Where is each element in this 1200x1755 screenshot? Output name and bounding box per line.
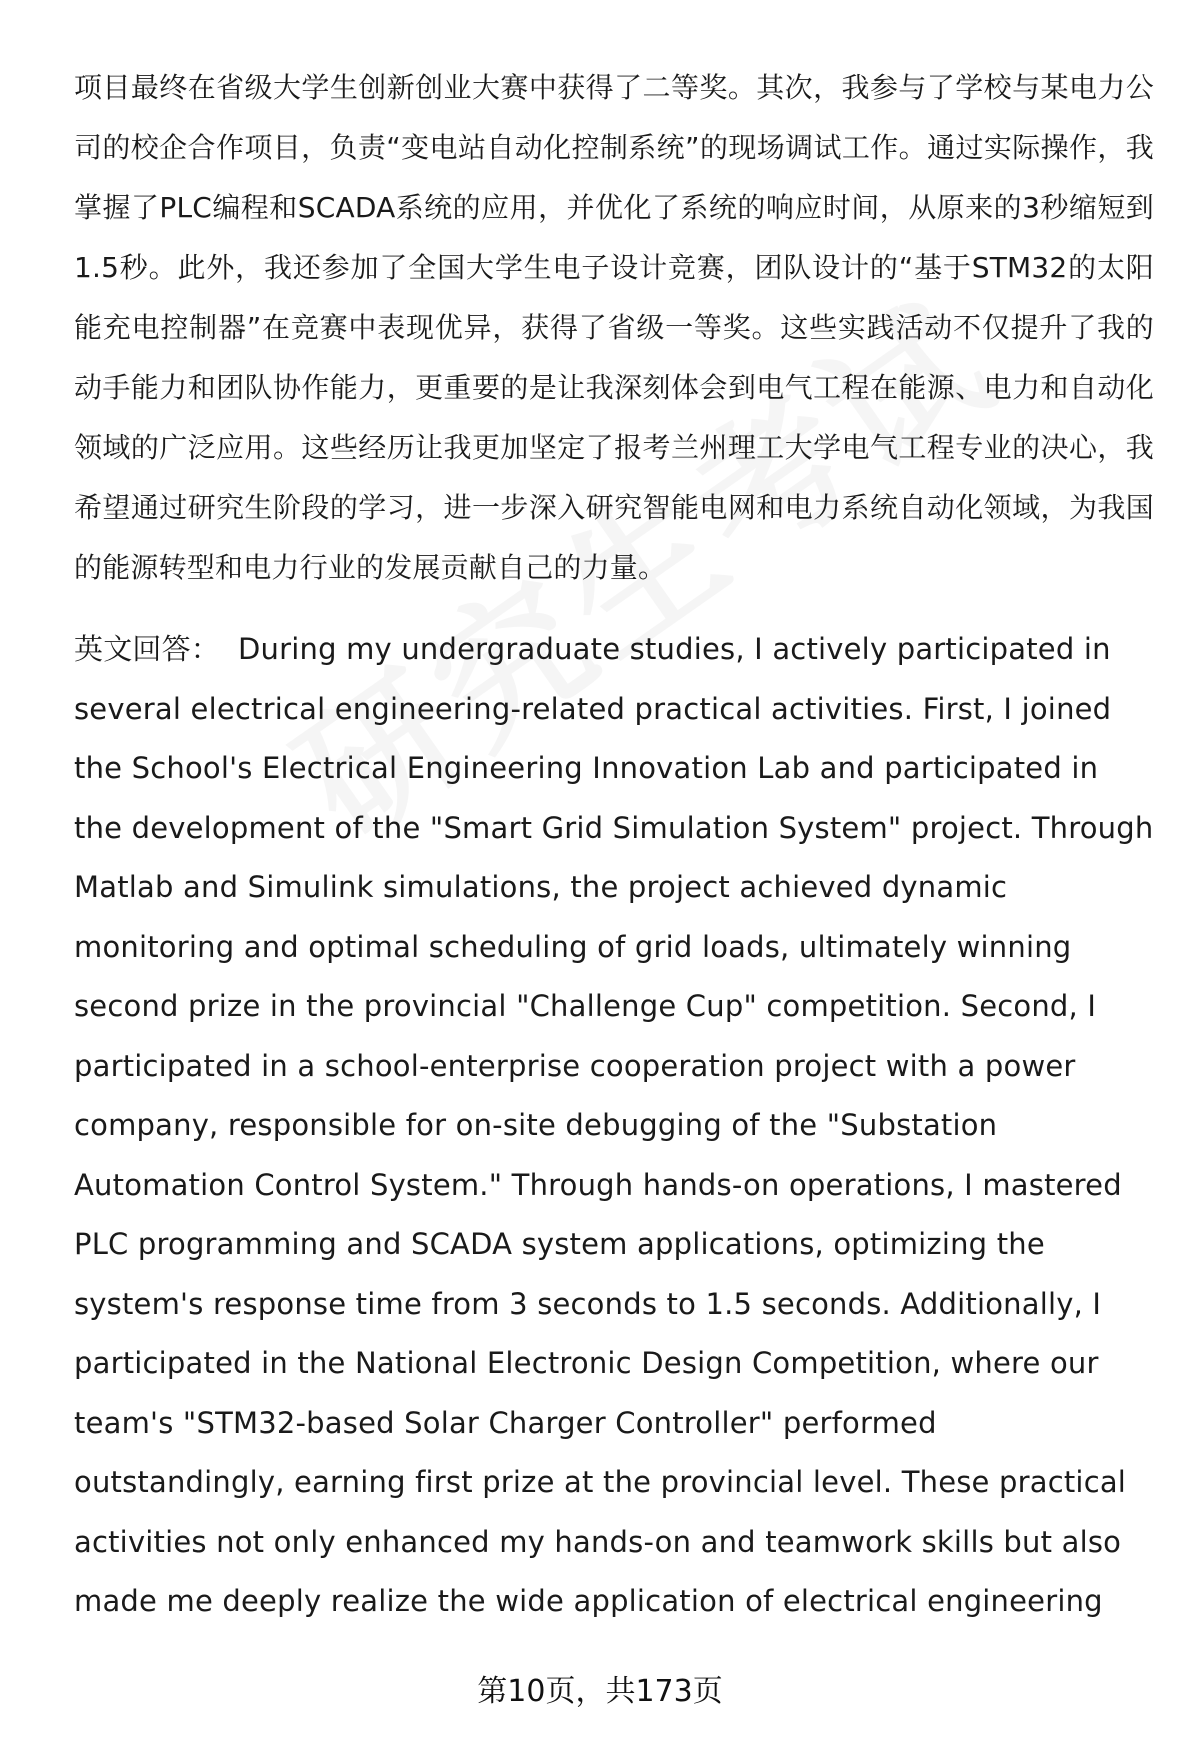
- page-indicator: 第10页，共173页: [477, 1674, 723, 1709]
- english-answer: [74, 620, 1154, 1632]
- english-paragraph: During my undergraduate studies, I actively participated in several electrical engineering-related practical activities. First, I joined the School's Electrical Engineering Innovation Lab and participated in the development of the "Smart Grid Simulation System" project. Through Matlab and Simulink simulations, the project achieved dynamic monitoring and optimal scheduling of grid loads, ultimately winning second prize in the provincial "Challenge Cup" competition. Second, I participated in a school-enterprise cooperation project with a power company, responsible for on-site debugging of the "Substation Automation Control System." Through hands-on operations, I mastered PLC programming and SCADA system applications, optimizing the system's response time from 3 seconds to 1.5 seconds. Additionally, I participated in the National Electronic Design Competition, where our team's "STM32-based Solar Charger Controller" performed outstandingly, earning first prize at the provincial level. These practical activities not only enhanced my hands-on and teamwork skills but also made me deeply realize the wide application of electrical engineering: [74, 632, 1154, 1618]
- chinese-paragraph: 项目最终在省级大学生创新创业大赛中获得了二等奖。其次，我参与了学校与某电力公司的校企合作项目，负责“变电站自动化控制系统”的现场调试工作。通过实际操作，我掌握了PLC编程和SCADA系统的应用，并优化了系统的响应时间，从原来的3秒缩短到1.5秒。此外，我还参加了全国大学生电子设计竞赛，团队设计的“基于STM32的太阳能充电控制器”在竞赛中表现优异，获得了省级一等奖。这些实践活动不仅提升了我的动手能力和团队协作能力，更重要的是让我深刻体会到电气工程在能源、电力和自动化领域的广泛应用。这些经历让我更加坚定了报考兰州理工大学电气工程专业的决心，我希望通过研究生阶段的学习，进一步深入研究智能电网和电力系统自动化领域，为我国的能源转型和电力行业的发展贡献自己的力量。: [74, 71, 1154, 584]
- document-body: [74, 58, 1154, 1632]
- english-answer-label: 英文回答：: [74, 632, 221, 666]
